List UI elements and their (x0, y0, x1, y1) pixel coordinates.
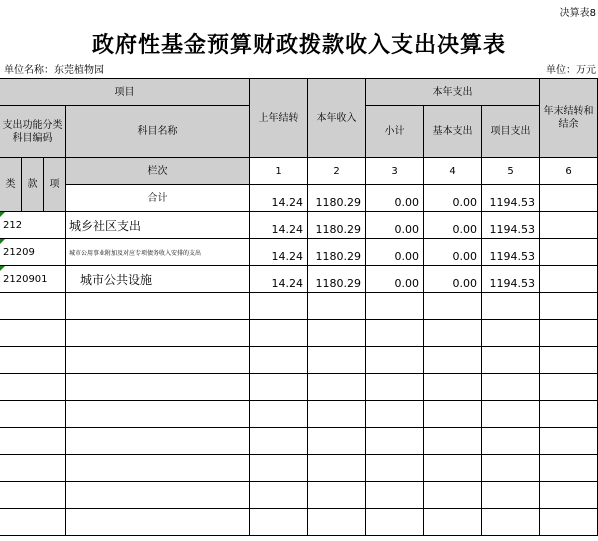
empty-cell[interactable] (540, 455, 598, 482)
empty-cell[interactable] (540, 482, 598, 509)
empty-cell[interactable] (308, 401, 366, 428)
sheet-code: 决算表8 (559, 8, 596, 19)
total-income[interactable]: 1180.29 (308, 185, 366, 212)
header-basic[interactable]: 基本支出 (424, 106, 482, 158)
col-index-6[interactable]: 6 (540, 158, 598, 185)
empty-cell[interactable] (0, 374, 66, 401)
row-subtotal[interactable]: 0.00 (366, 239, 424, 266)
empty-cell[interactable] (424, 428, 482, 455)
empty-cell[interactable] (366, 455, 424, 482)
page-title: 政府性基金预算财政拨款收入支出决算表 (91, 32, 506, 58)
empty-cell[interactable] (540, 347, 598, 374)
col-index-4[interactable]: 4 (424, 158, 482, 185)
empty-cell[interactable] (0, 455, 66, 482)
col-index-3[interactable]: 3 (366, 158, 424, 185)
empty-cell[interactable] (66, 509, 250, 536)
empty-cell[interactable] (424, 374, 482, 401)
row-code[interactable]: 2120901 (0, 266, 66, 293)
header-kuan[interactable]: 款 (22, 158, 44, 212)
empty-cell[interactable] (250, 509, 308, 536)
empty-cell[interactable] (482, 455, 540, 482)
header-xiang[interactable]: 项 (44, 158, 66, 212)
empty-cell[interactable] (250, 455, 308, 482)
row-income[interactable]: 1180.29 (308, 239, 366, 266)
empty-cell[interactable] (250, 293, 308, 320)
currency-unit-label: 单位：万元 (546, 65, 596, 76)
row-code[interactable]: 212 (0, 212, 66, 239)
empty-cell[interactable] (482, 428, 540, 455)
empty-cell[interactable] (540, 320, 598, 347)
header-column-label[interactable]: 栏次 (66, 158, 250, 185)
row-last-year[interactable]: 14.24 (250, 239, 308, 266)
empty-cell[interactable] (0, 482, 66, 509)
empty-cell[interactable] (66, 293, 250, 320)
empty-cell[interactable] (366, 401, 424, 428)
row-name[interactable]: 城市公用事业附加及对应专项债务收入安排的支出 (66, 239, 250, 266)
empty-cell[interactable] (482, 374, 540, 401)
empty-cell[interactable] (366, 428, 424, 455)
header-project-exp[interactable]: 项目支出 (482, 106, 540, 158)
header-func-code[interactable]: 支出功能分类科目编码 (0, 106, 66, 158)
empty-cell[interactable] (66, 455, 250, 482)
empty-cell[interactable] (482, 347, 540, 374)
empty-cell[interactable] (308, 374, 366, 401)
header-lei[interactable]: 类 (0, 158, 22, 212)
empty-cell[interactable] (540, 509, 598, 536)
empty-cell[interactable] (0, 401, 66, 428)
header-project[interactable]: 项目 (0, 78, 250, 106)
empty-cell[interactable] (308, 320, 366, 347)
total-project[interactable]: 1194.53 (482, 185, 540, 212)
empty-cell[interactable] (66, 482, 250, 509)
empty-cell[interactable] (250, 428, 308, 455)
header-subtotal[interactable]: 小计 (366, 106, 424, 158)
row-project[interactable]: 1194.53 (482, 239, 540, 266)
empty-cell[interactable] (424, 347, 482, 374)
empty-cell[interactable] (540, 374, 598, 401)
empty-cell[interactable] (308, 428, 366, 455)
empty-cell[interactable] (308, 455, 366, 482)
row-name[interactable]: 城市公共设施 (66, 266, 250, 293)
total-year-end[interactable] (540, 185, 598, 212)
row-basic[interactable]: 0.00 (424, 266, 482, 293)
empty-cell[interactable] (250, 401, 308, 428)
empty-cell[interactable] (0, 293, 66, 320)
empty-cell[interactable] (0, 509, 66, 536)
empty-cell[interactable] (66, 428, 250, 455)
empty-cell[interactable] (366, 374, 424, 401)
row-code[interactable]: 21209 (0, 239, 66, 266)
total-last-year[interactable]: 14.24 (250, 185, 308, 212)
row-basic[interactable]: 0.00 (424, 239, 482, 266)
empty-cell[interactable] (308, 347, 366, 374)
empty-cell[interactable] (250, 320, 308, 347)
row-year-end[interactable] (540, 212, 598, 239)
empty-cell[interactable] (424, 401, 482, 428)
empty-cell[interactable] (424, 320, 482, 347)
col-index-1[interactable]: 1 (250, 158, 308, 185)
empty-cell[interactable] (250, 347, 308, 374)
empty-cell[interactable] (366, 509, 424, 536)
row-year-end[interactable] (540, 266, 598, 293)
empty-cell[interactable] (308, 293, 366, 320)
header-subject-name[interactable]: 科目名称 (66, 106, 250, 158)
empty-cell[interactable] (482, 293, 540, 320)
empty-cell[interactable] (424, 482, 482, 509)
row-last-year[interactable]: 14.24 (250, 212, 308, 239)
row-name[interactable]: 城乡社区支出 (66, 212, 250, 239)
empty-cell[interactable] (424, 293, 482, 320)
empty-cell[interactable] (0, 347, 66, 374)
empty-cell[interactable] (250, 374, 308, 401)
empty-cell[interactable] (424, 509, 482, 536)
col-index-5[interactable]: 5 (482, 158, 540, 185)
row-last-year[interactable]: 14.24 (250, 266, 308, 293)
header-year-end[interactable]: 年末结转和结余 (540, 78, 598, 158)
col-index-2[interactable]: 2 (308, 158, 366, 185)
row-project[interactable]: 1194.53 (482, 212, 540, 239)
empty-cell[interactable] (366, 482, 424, 509)
row-year-end[interactable] (540, 239, 598, 266)
row-subtotal[interactable]: 0.00 (366, 212, 424, 239)
empty-cell[interactable] (308, 482, 366, 509)
empty-cell[interactable] (540, 428, 598, 455)
empty-cell[interactable] (66, 401, 250, 428)
total-basic[interactable]: 0.00 (424, 185, 482, 212)
empty-cell[interactable] (482, 509, 540, 536)
row-income[interactable]: 1180.29 (308, 212, 366, 239)
empty-cell[interactable] (424, 455, 482, 482)
empty-cell[interactable] (308, 509, 366, 536)
row-basic[interactable]: 0.00 (424, 212, 482, 239)
empty-cell[interactable] (0, 320, 66, 347)
empty-cell[interactable] (482, 482, 540, 509)
empty-cell[interactable] (250, 482, 308, 509)
row-project[interactable]: 1194.53 (482, 266, 540, 293)
header-last-year[interactable]: 上年结转 (250, 78, 308, 158)
empty-cell[interactable] (66, 347, 250, 374)
unit-row (0, 61, 598, 75)
empty-cell[interactable] (66, 320, 250, 347)
row-subtotal[interactable]: 0.00 (366, 266, 424, 293)
empty-cell[interactable] (366, 347, 424, 374)
total-subtotal[interactable]: 0.00 (366, 185, 424, 212)
empty-cell[interactable] (0, 428, 66, 455)
header-expense-group[interactable]: 本年支出 (366, 78, 540, 106)
empty-cell[interactable] (540, 293, 598, 320)
budget-table (0, 78, 598, 541)
empty-cell[interactable] (482, 320, 540, 347)
total-label[interactable]: 合计 (66, 185, 250, 212)
empty-cell[interactable] (366, 293, 424, 320)
header-income[interactable]: 本年收入 (308, 78, 366, 158)
empty-cell[interactable] (66, 374, 250, 401)
empty-cell[interactable] (366, 320, 424, 347)
empty-cell[interactable] (482, 401, 540, 428)
empty-cell[interactable] (540, 401, 598, 428)
row-income[interactable]: 1180.29 (308, 266, 366, 293)
unit-name-label: 单位名称：东莞植物园 (4, 65, 104, 76)
